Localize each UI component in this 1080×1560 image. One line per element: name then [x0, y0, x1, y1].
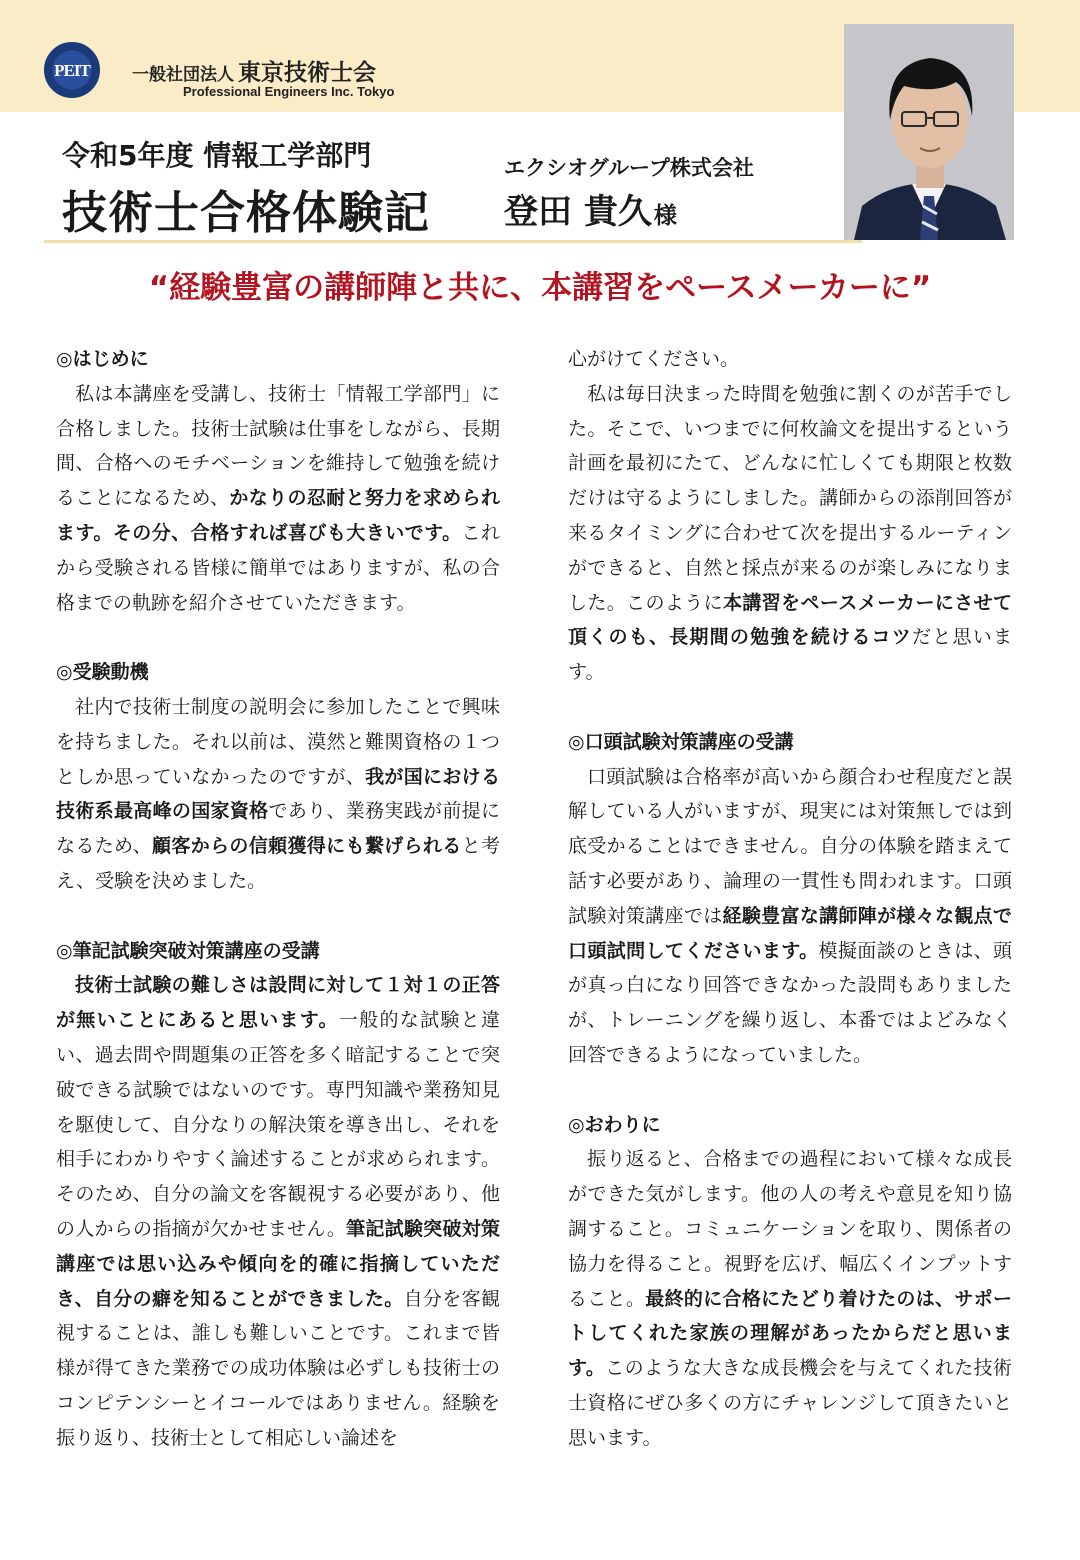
section-heading-oral: ◎口頭試験対策講座の受講	[568, 730, 794, 753]
emphasis-text: かなりの忍耐と努力を求められます。その分、合格すれば喜びも大きいです。	[56, 487, 500, 544]
section-heading-intro: ◎はじめに	[56, 348, 149, 370]
paragraph-written-continued: 心がけてください。	[568, 348, 740, 370]
right-column	[568, 342, 1012, 1456]
text-run: 社内で技術士制度の説明会に参加したことで興味を持ちました。それ以前は、漠然と難関資格の１つとしか思っていなかったのですが、	[56, 695, 500, 788]
text-run: 模擬面談のときは、頭が真っ白になり回答できなかった設問もありましたが、トレーニングを繰り返し、本番ではよどみなく回答できるようになっていました。	[568, 939, 1012, 1066]
section-heading-written: ◎筆記試験突破対策講座の受講	[56, 939, 320, 962]
text-run: 自分を客観視することは、誰しも難しいことです。これまで皆様が得てきた業務での成功体験は必ずしも技術士のコンピテンシーとイコールではありません。経験を振り返り、技術士として相応しい論述を	[56, 1287, 500, 1449]
emphasis-text: 顧客からの信頼獲得にも繋げられる	[152, 835, 462, 858]
spacer	[568, 690, 1012, 725]
paragraph-oral	[568, 760, 1012, 1073]
section-heading-closing: ◎おわりに	[568, 1113, 661, 1136]
emphasis-text: 技術士試験の難しさは設問に対して１対１の正答が無いことにあると思います。	[56, 974, 500, 1032]
text-run: だと思います。	[568, 626, 1012, 684]
paragraph-intro	[56, 377, 500, 621]
left-column	[56, 342, 500, 1456]
text-run: これから受験される皆様に簡単ではありますが、私の合格までの軌跡を紹介させていただきます。	[56, 521, 500, 614]
text-run: であり、業務実践が前提になるため、	[56, 800, 500, 858]
spacer	[56, 620, 500, 655]
spacer	[56, 899, 500, 934]
honorific: 様	[653, 203, 677, 229]
text-run: 私は毎日決まった時間を勉強に割くのが苦手でした。そこで、いつまでに何枚論文を提出するという計画を最初にたて、どんなに忙しくても期限と枚数だけは守るようにしました。講師からの添削回答が来るタイミングに合わせて次を提出するルーティンができると、自然と採点が来るのが楽しみになりました。このように	[568, 382, 1012, 614]
paragraph-closing	[568, 1142, 1012, 1455]
emphasis-text: 最終的に合格にたどり着けたのは、サポートしてくれた家族の理解があったからだと思います。	[568, 1287, 1012, 1380]
portrait-illustration	[844, 24, 1014, 240]
text-run: 振り返ると、合格までの過程において様々な成長ができた気がします。他の人の考えや意見を知り協調すること。コミュニケーションを取り、関係者の協力を得ること。視野を広げ、幅広くインプットすること。	[568, 1148, 1012, 1310]
text-run: このような大きな成長機会を与えてくれた技術士資格にぜひ多くの方にチャレンジして頂きたいと思います。	[568, 1357, 1012, 1449]
company-name: エクシオグループ株式会社	[504, 156, 754, 180]
emphasis-text: 本講習をペースメーカーにさせて頂くのも、長期間の勉強を続けるコツ	[568, 591, 1012, 649]
paragraph-written	[56, 968, 500, 1455]
organization-english-name: Professional Engineers Inc. Tokyo	[183, 84, 395, 99]
header-divider	[44, 240, 862, 243]
spacer	[568, 1073, 1012, 1108]
organization-type: 一般社団法人	[132, 65, 234, 85]
person-name: 登田 貴久	[504, 192, 652, 232]
document-title: 技術士合格体験記	[62, 186, 431, 239]
catchphrase: “経験豊富の講師陣と共に、本講習をペースメーカーに”	[148, 270, 932, 306]
organization-name-main: 東京技術士会	[238, 60, 376, 86]
paragraph-written-2	[568, 377, 1012, 690]
paragraph-motive	[56, 690, 500, 899]
section-heading-motive: ◎受験動機	[56, 661, 149, 684]
emphasis-text: 経験豊富な講師陣が様々な観点で口頭試問してくださいます。	[568, 904, 1012, 962]
person-name-block	[504, 184, 677, 233]
emphasis-text: 筆記試験突破対策講座では思い込みや傾向を的確に指摘していただき、自分の癖を知ることができました。	[56, 1217, 500, 1310]
emphasis-text: 我が国における技術系最高峰の国家資格	[56, 765, 500, 823]
organization-logo	[44, 42, 100, 98]
organization-name	[132, 54, 376, 87]
person-photo	[844, 24, 1014, 240]
logo-text: PEIT	[54, 61, 90, 80]
text-run: 私は本講座を受講し、技術士「情報工学部門」に合格しました。技術士試験は仕事をしながら、長期間、合格へのモチベーションを維持して勉強を続けることになるため、	[56, 382, 500, 510]
text-run: 一般的な試験と違い、過去問や問題集の正答を多く暗記することで突破できる試験ではないのです。専門知識や業務知見を駆使して、自分なりの解決策を導き出し、それを相手にわかりやすく論述することが求められます。そのため、自分の論文を客観視する必要があり、他の人からの指摘が欠かせません。	[56, 1009, 500, 1240]
text-run: 口頭試験は合格率が高いから顔合わせ程度だと誤解している人がいますが、現実には対策無しでは到底受かることはできません。自分の体験を踏まえて話す必要があり、論理の一貫性も問われます。口頭試験対策講座では	[568, 765, 1012, 927]
text-run: と考え、受験を決めました。	[56, 835, 500, 892]
document-subtitle: 令和5年度 情報工学部門	[62, 139, 372, 172]
